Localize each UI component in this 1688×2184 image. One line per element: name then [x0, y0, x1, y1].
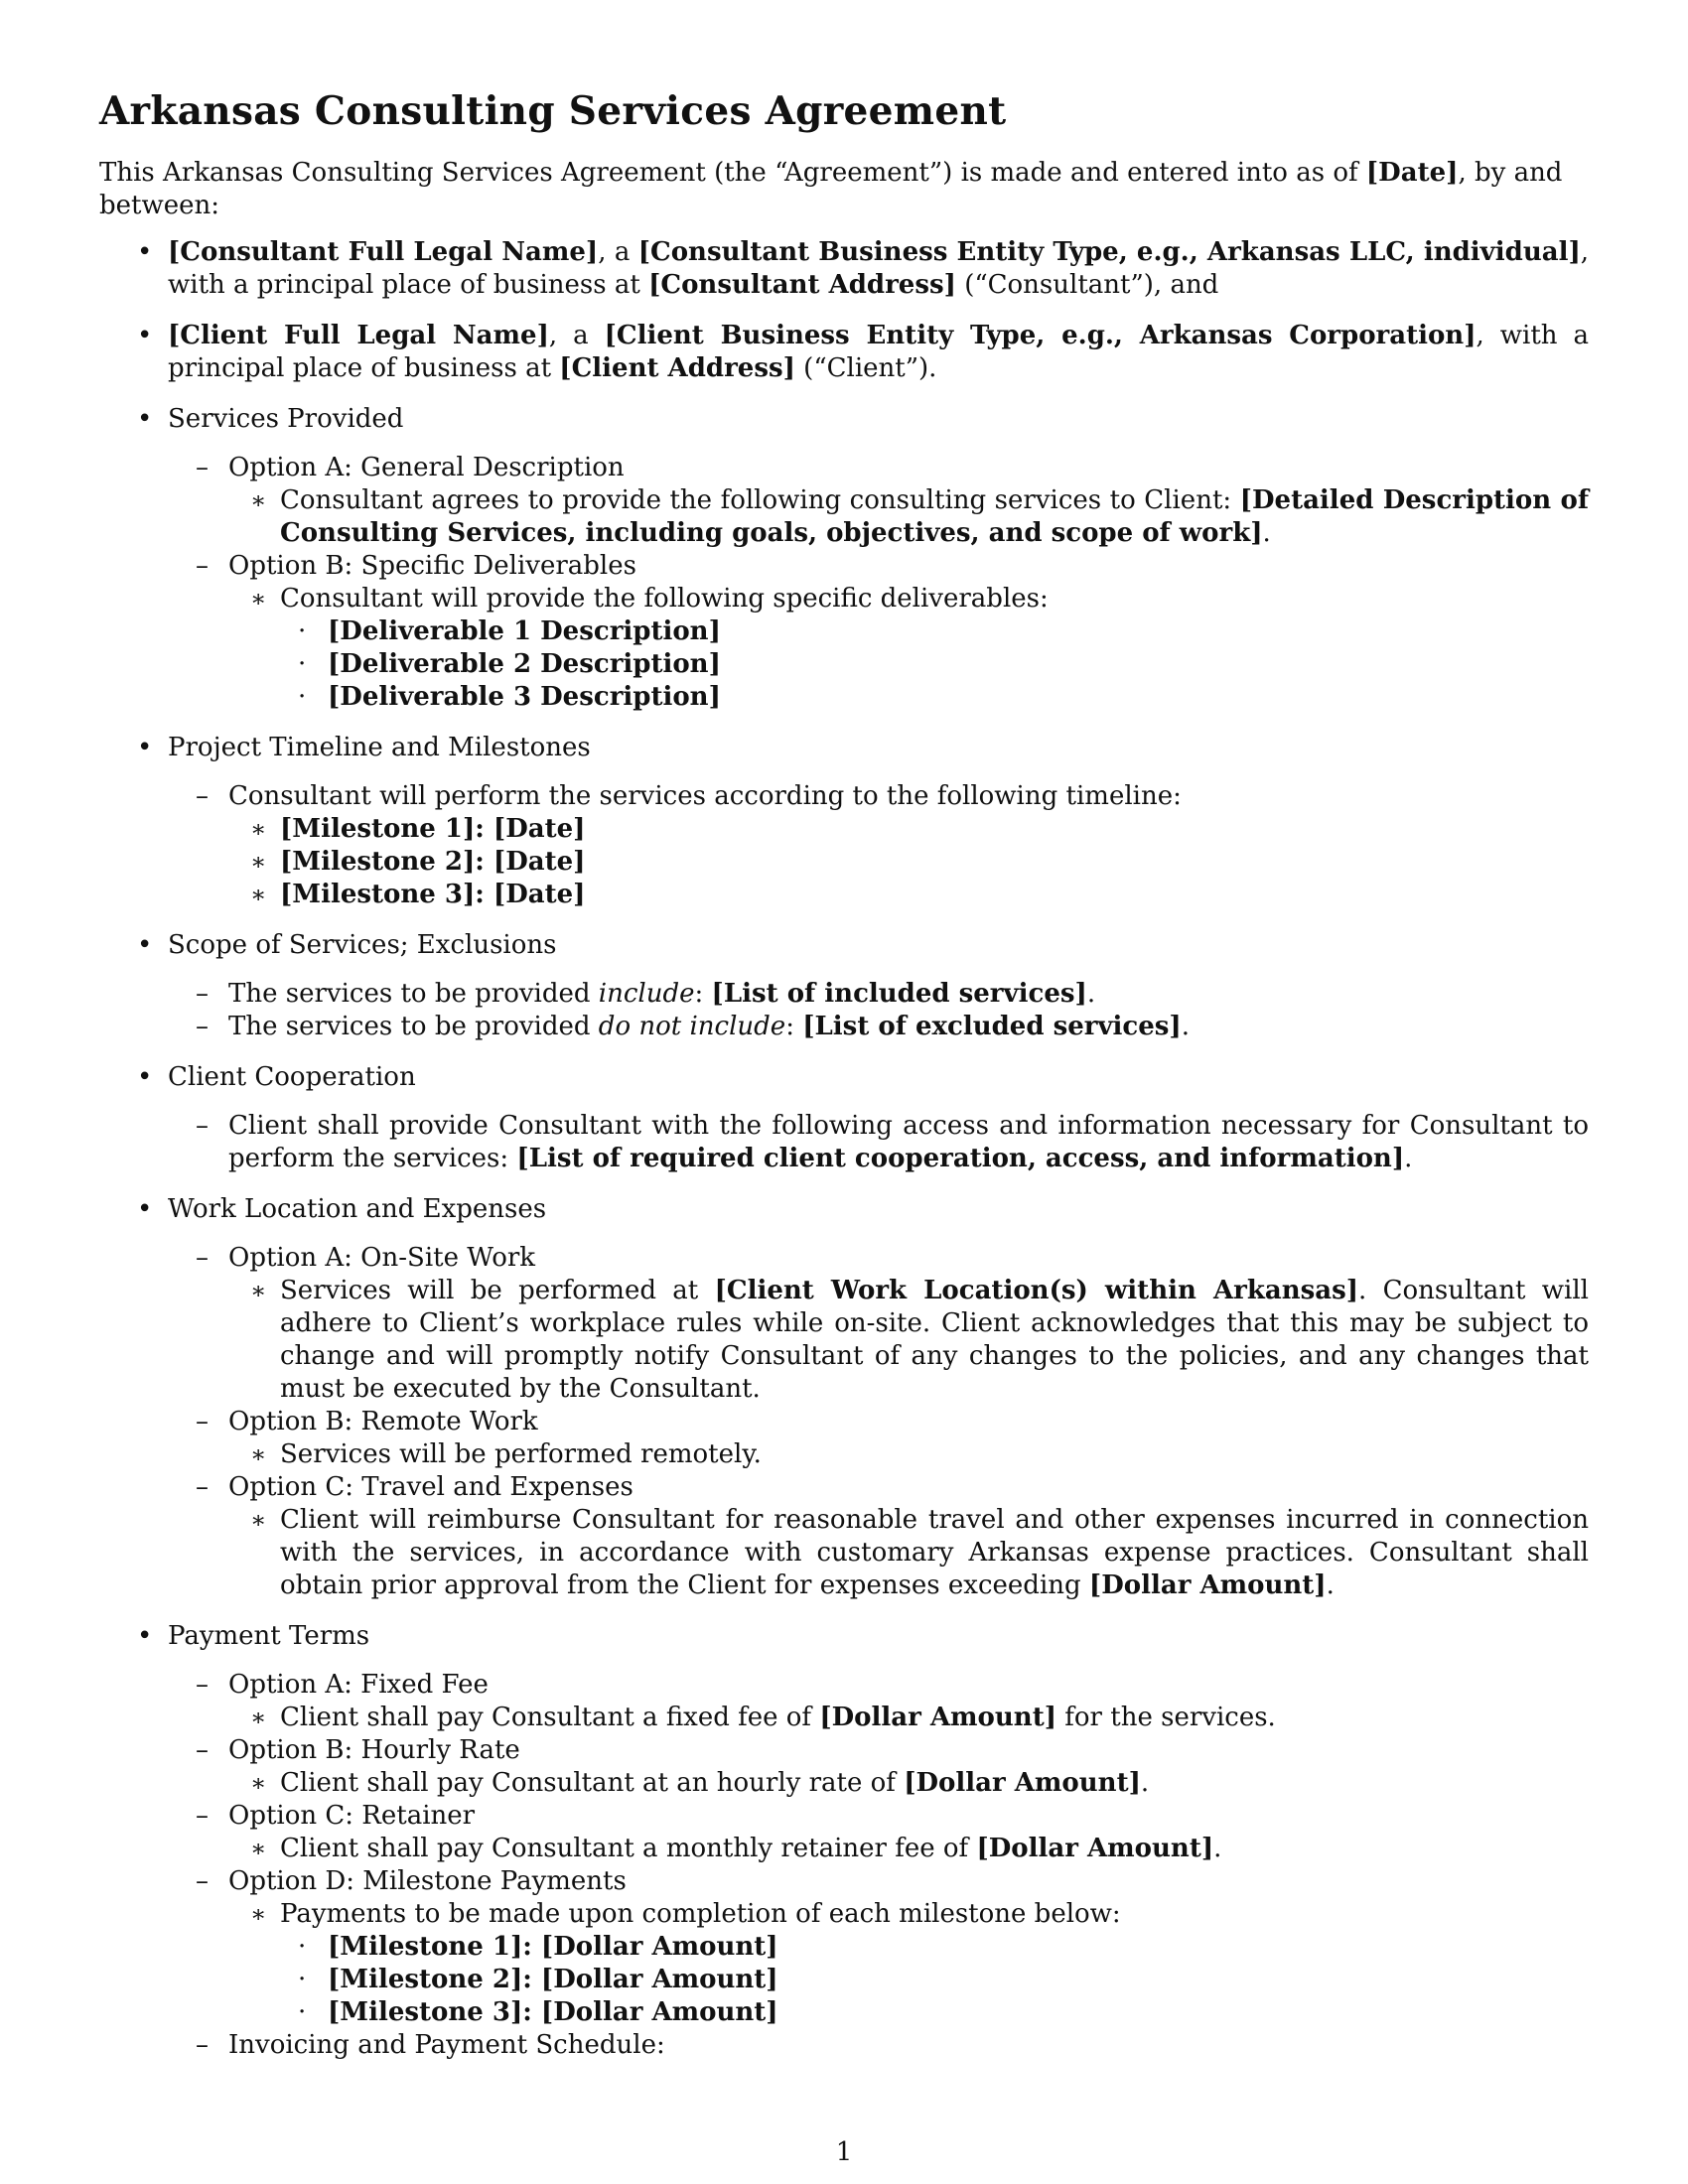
list-item — [99, 879, 1589, 911]
intro-paragraph — [99, 157, 1589, 222]
cooperation-placeholder: [List of required client cooperation, access, and information] — [516, 1144, 1405, 1173]
star-marker: ∗ — [250, 486, 267, 514]
party-text: , a — [548, 321, 605, 350]
dash-marker: – — [196, 1111, 209, 1141]
star-marker: ∗ — [250, 1277, 267, 1304]
option-label: Option A: Fixed Fee — [228, 1670, 489, 1700]
item-text-end: . — [1404, 1144, 1413, 1173]
included-services-placeholder: [List of included services] — [711, 979, 1087, 1009]
milestone-amount-placeholder: [Dollar Amount] — [540, 1965, 778, 1994]
dash-marker: – — [196, 1801, 209, 1831]
bullet-marker: • — [137, 404, 153, 434]
deliverable-placeholder: [Deliverable 2 Description] — [328, 649, 721, 679]
document-title: Arkansas Consulting Services Agreement — [99, 88, 1007, 134]
bullet-marker: • — [137, 1062, 153, 1092]
bullet-marker: • — [137, 237, 153, 267]
bullet-marker: • — [137, 1621, 153, 1651]
bullet-marker: • — [137, 1194, 153, 1224]
item-text-end: . — [1326, 1570, 1335, 1600]
item-text: The services to be provided — [228, 979, 599, 1009]
dot-marker: · — [298, 649, 307, 679]
fixed-fee-placeholder: [Dollar Amount] — [819, 1703, 1057, 1732]
list-item — [99, 1438, 1589, 1471]
bullet-marker: • — [137, 733, 153, 762]
list-item — [99, 550, 1589, 583]
star-marker: ∗ — [250, 881, 267, 908]
list-item — [99, 1669, 1589, 1702]
work-location-placeholder: [Client Work Location(s) within Arkansas] — [714, 1276, 1359, 1305]
item-text: Client will reimburse Consultant for reasonable travel and other expenses incurred in connection with the services, in accordance with customary Arkansas expense practices. Consultant shall obtain prior approval from the Client for expenses exceeding — [280, 1505, 1589, 1600]
item-text: Client shall pay Consultant a monthly retainer fee of — [280, 1834, 977, 1863]
bullet-marker: • — [137, 321, 153, 350]
services-description-placeholder: [Detailed Description of Consulting Services, including goals, objectives, and scope of work] — [280, 485, 1590, 548]
section-heading: Scope of Services; Exclusions — [168, 930, 557, 960]
list-item — [99, 1931, 1589, 1964]
separator: : — [522, 1932, 541, 1962]
client-address-placeholder: [Client Address] — [559, 353, 795, 383]
section-cooperation — [99, 1061, 1589, 1094]
list-item — [99, 1242, 1589, 1275]
separator: : — [694, 979, 712, 1009]
consultant-entity-placeholder: [Consultant Business Entity Type, e.g., Arkansas LLC, individual] — [637, 237, 1581, 267]
dot-marker: · — [298, 616, 307, 646]
separator: : — [475, 814, 493, 844]
separator: : — [475, 880, 493, 909]
option-label: Option C: Travel and Expenses — [228, 1472, 633, 1502]
option-label: Option D: Milestone Payments — [228, 1866, 627, 1896]
list-item — [99, 978, 1589, 1011]
item-text: Consultant agrees to provide the following consulting services to Client: — [280, 485, 1240, 515]
milestone-date-placeholder: [Date] — [492, 814, 586, 844]
list-item — [99, 846, 1589, 879]
list-item — [99, 583, 1589, 615]
party-text: , with a principal place of business at — [168, 237, 1590, 300]
list-item — [99, 615, 1589, 648]
emphasis-text: do not include — [598, 1012, 786, 1041]
option-label: Option A: General Description — [228, 453, 625, 482]
section-heading: Services Provided — [168, 404, 404, 434]
list-item — [99, 1110, 1589, 1175]
milestone-date-placeholder: [Date] — [492, 880, 586, 909]
star-marker: ∗ — [250, 1506, 267, 1534]
section-location — [99, 1193, 1589, 1226]
item-text: Client shall pay Consultant a fixed fee of — [280, 1703, 820, 1732]
dash-marker: – — [196, 979, 209, 1009]
party-text: (“Client”). — [794, 353, 937, 383]
dash-marker: – — [196, 551, 209, 581]
consultant-name-placeholder: [Consultant Full Legal Name] — [168, 237, 599, 267]
list-item — [99, 1898, 1589, 1931]
star-marker: ∗ — [250, 1900, 267, 1928]
list-item — [99, 1702, 1589, 1734]
consultant-address-placeholder: [Consultant Address] — [648, 270, 956, 300]
dot-marker: · — [298, 1932, 307, 1962]
milestone-placeholder: [Milestone 1] — [328, 1932, 523, 1962]
dot-marker: · — [298, 1997, 307, 2027]
list-item — [99, 1504, 1589, 1602]
milestone-amount-placeholder: [Dollar Amount] — [540, 1997, 778, 2027]
list-item — [99, 1011, 1589, 1043]
milestone-placeholder: [Milestone 2] — [328, 1965, 523, 1994]
list-item — [99, 1964, 1589, 1996]
list-item — [99, 452, 1589, 484]
bullet-marker: • — [137, 930, 153, 960]
star-marker: ∗ — [250, 1704, 267, 1731]
dash-marker: – — [196, 1243, 209, 1273]
item-text-end: for the services. — [1056, 1703, 1276, 1732]
list-item — [99, 1734, 1589, 1767]
item-text: Payments to be made upon completion of each milestone below: — [280, 1899, 1121, 1929]
item-text: The services to be provided — [228, 1012, 599, 1041]
item-text: Services will be performed remotely. — [280, 1439, 762, 1469]
star-marker: ∗ — [250, 1769, 267, 1797]
milestone-placeholder: [Milestone 2] — [280, 847, 476, 877]
dash-marker: – — [196, 781, 209, 811]
dash-marker: – — [196, 2030, 209, 2060]
option-label: Option B: Specific Deliverables — [228, 551, 636, 581]
party-text: , a — [598, 237, 638, 267]
item-text: Consultant will provide the following specific deliverables: — [280, 584, 1049, 614]
option-label: Option C: Retainer — [228, 1801, 476, 1831]
separator: : — [475, 847, 493, 877]
item-text-end: . — [1213, 1834, 1222, 1863]
list-item — [99, 1996, 1589, 2029]
party-consultant — [99, 236, 1589, 302]
option-label: Option B: Hourly Rate — [228, 1735, 520, 1765]
section-payment — [99, 1620, 1589, 1653]
client-name-placeholder: [Client Full Legal Name] — [168, 321, 549, 350]
retainer-fee-placeholder: [Dollar Amount] — [976, 1834, 1214, 1863]
dash-marker: – — [196, 1012, 209, 1041]
page-number: 1 — [835, 2137, 853, 2167]
star-marker: ∗ — [250, 848, 267, 876]
expense-amount-placeholder: [Dollar Amount] — [1088, 1570, 1327, 1600]
dash-marker: – — [196, 453, 209, 482]
milestone-amount-placeholder: [Dollar Amount] — [540, 1932, 778, 1962]
separator: : — [785, 1012, 803, 1041]
dash-marker: – — [196, 1866, 209, 1896]
dash-marker: – — [196, 1407, 209, 1436]
deliverable-placeholder: [Deliverable 3 Description] — [328, 682, 721, 712]
list-item — [99, 780, 1589, 813]
dash-marker: – — [196, 1670, 209, 1700]
list-item — [99, 2029, 1589, 2062]
milestone-placeholder: [Milestone 3] — [280, 880, 476, 909]
separator: : — [522, 1997, 541, 2027]
list-item — [99, 1833, 1589, 1865]
item-text-end: . — [1140, 1768, 1150, 1798]
milestone-placeholder: [Milestone 1] — [280, 814, 476, 844]
dot-marker: · — [298, 1965, 307, 1994]
item-text-end: . — [1262, 518, 1271, 548]
dot-marker: · — [298, 682, 307, 712]
item-text: Services will be performed at — [280, 1276, 715, 1305]
party-client — [99, 320, 1589, 385]
deliverable-placeholder: [Deliverable 1 Description] — [328, 616, 721, 646]
milestone-date-placeholder: [Date] — [492, 847, 586, 877]
list-item — [99, 1406, 1589, 1438]
dash-marker: – — [196, 1472, 209, 1502]
option-label: Option B: Remote Work — [228, 1407, 538, 1436]
hourly-rate-placeholder: [Dollar Amount] — [904, 1768, 1141, 1798]
star-marker: ∗ — [250, 585, 267, 613]
list-item — [99, 1800, 1589, 1833]
list-item — [99, 1767, 1589, 1800]
section-heading: Client Cooperation — [168, 1062, 416, 1092]
list-item — [99, 1275, 1589, 1406]
item-text: Client shall provide Consultant with the following access and information necessary for Consultant to perform the services: — [228, 1111, 1589, 1173]
list-item — [99, 1865, 1589, 1898]
item-text: . Consultant will adhere to Client’s workplace rules while on-site. Client acknowledges that this may be subject to change and will promptly notify Consultant of any changes to the policies, and any changes that must be executed by the Consultant. — [280, 1276, 1589, 1404]
section-timeline — [99, 732, 1589, 764]
item-text-end: . — [1086, 979, 1096, 1009]
section-services — [99, 403, 1589, 436]
item-text: Consultant will perform the services according to the following timeline: — [228, 781, 1182, 811]
excluded-services-placeholder: [List of excluded services] — [802, 1012, 1182, 1041]
list-item — [99, 813, 1589, 846]
star-marker: ∗ — [250, 1835, 267, 1862]
document-page — [99, 85, 1589, 2062]
section-heading: Work Location and Expenses — [168, 1194, 547, 1224]
emphasis-text: include — [598, 979, 695, 1009]
option-label: Option A: On-Site Work — [228, 1243, 536, 1273]
section-scope — [99, 929, 1589, 962]
dash-marker: – — [196, 1735, 209, 1765]
item-text: Client shall pay Consultant at an hourly rate of — [280, 1768, 905, 1798]
star-marker: ∗ — [250, 815, 267, 843]
section-heading: Project Timeline and Milestones — [168, 733, 591, 762]
client-entity-placeholder: [Client Business Entity Type, e.g., Arkansas Corporation] — [604, 321, 1477, 350]
item-text-end: . — [1181, 1012, 1191, 1041]
separator: : — [522, 1965, 541, 1994]
agreement-date-placeholder: [Date] — [1365, 158, 1459, 188]
list-item — [99, 484, 1589, 550]
list-item — [99, 1471, 1589, 1504]
intro-text-end: , by and between: — [99, 158, 1563, 220]
party-text: (“Consultant”), and — [955, 270, 1219, 300]
milestone-placeholder: [Milestone 3] — [328, 1997, 523, 2027]
option-label: Invoicing and Payment Schedule: — [228, 2030, 665, 2060]
star-marker: ∗ — [250, 1440, 267, 1468]
list-item — [99, 648, 1589, 681]
party-text: , with a principal place of business at — [168, 321, 1590, 383]
section-heading: Payment Terms — [168, 1621, 370, 1651]
intro-text: This Arkansas Consulting Services Agreement (the “Agreement”) is made and entered into as of — [99, 158, 1366, 188]
list-item — [99, 681, 1589, 714]
